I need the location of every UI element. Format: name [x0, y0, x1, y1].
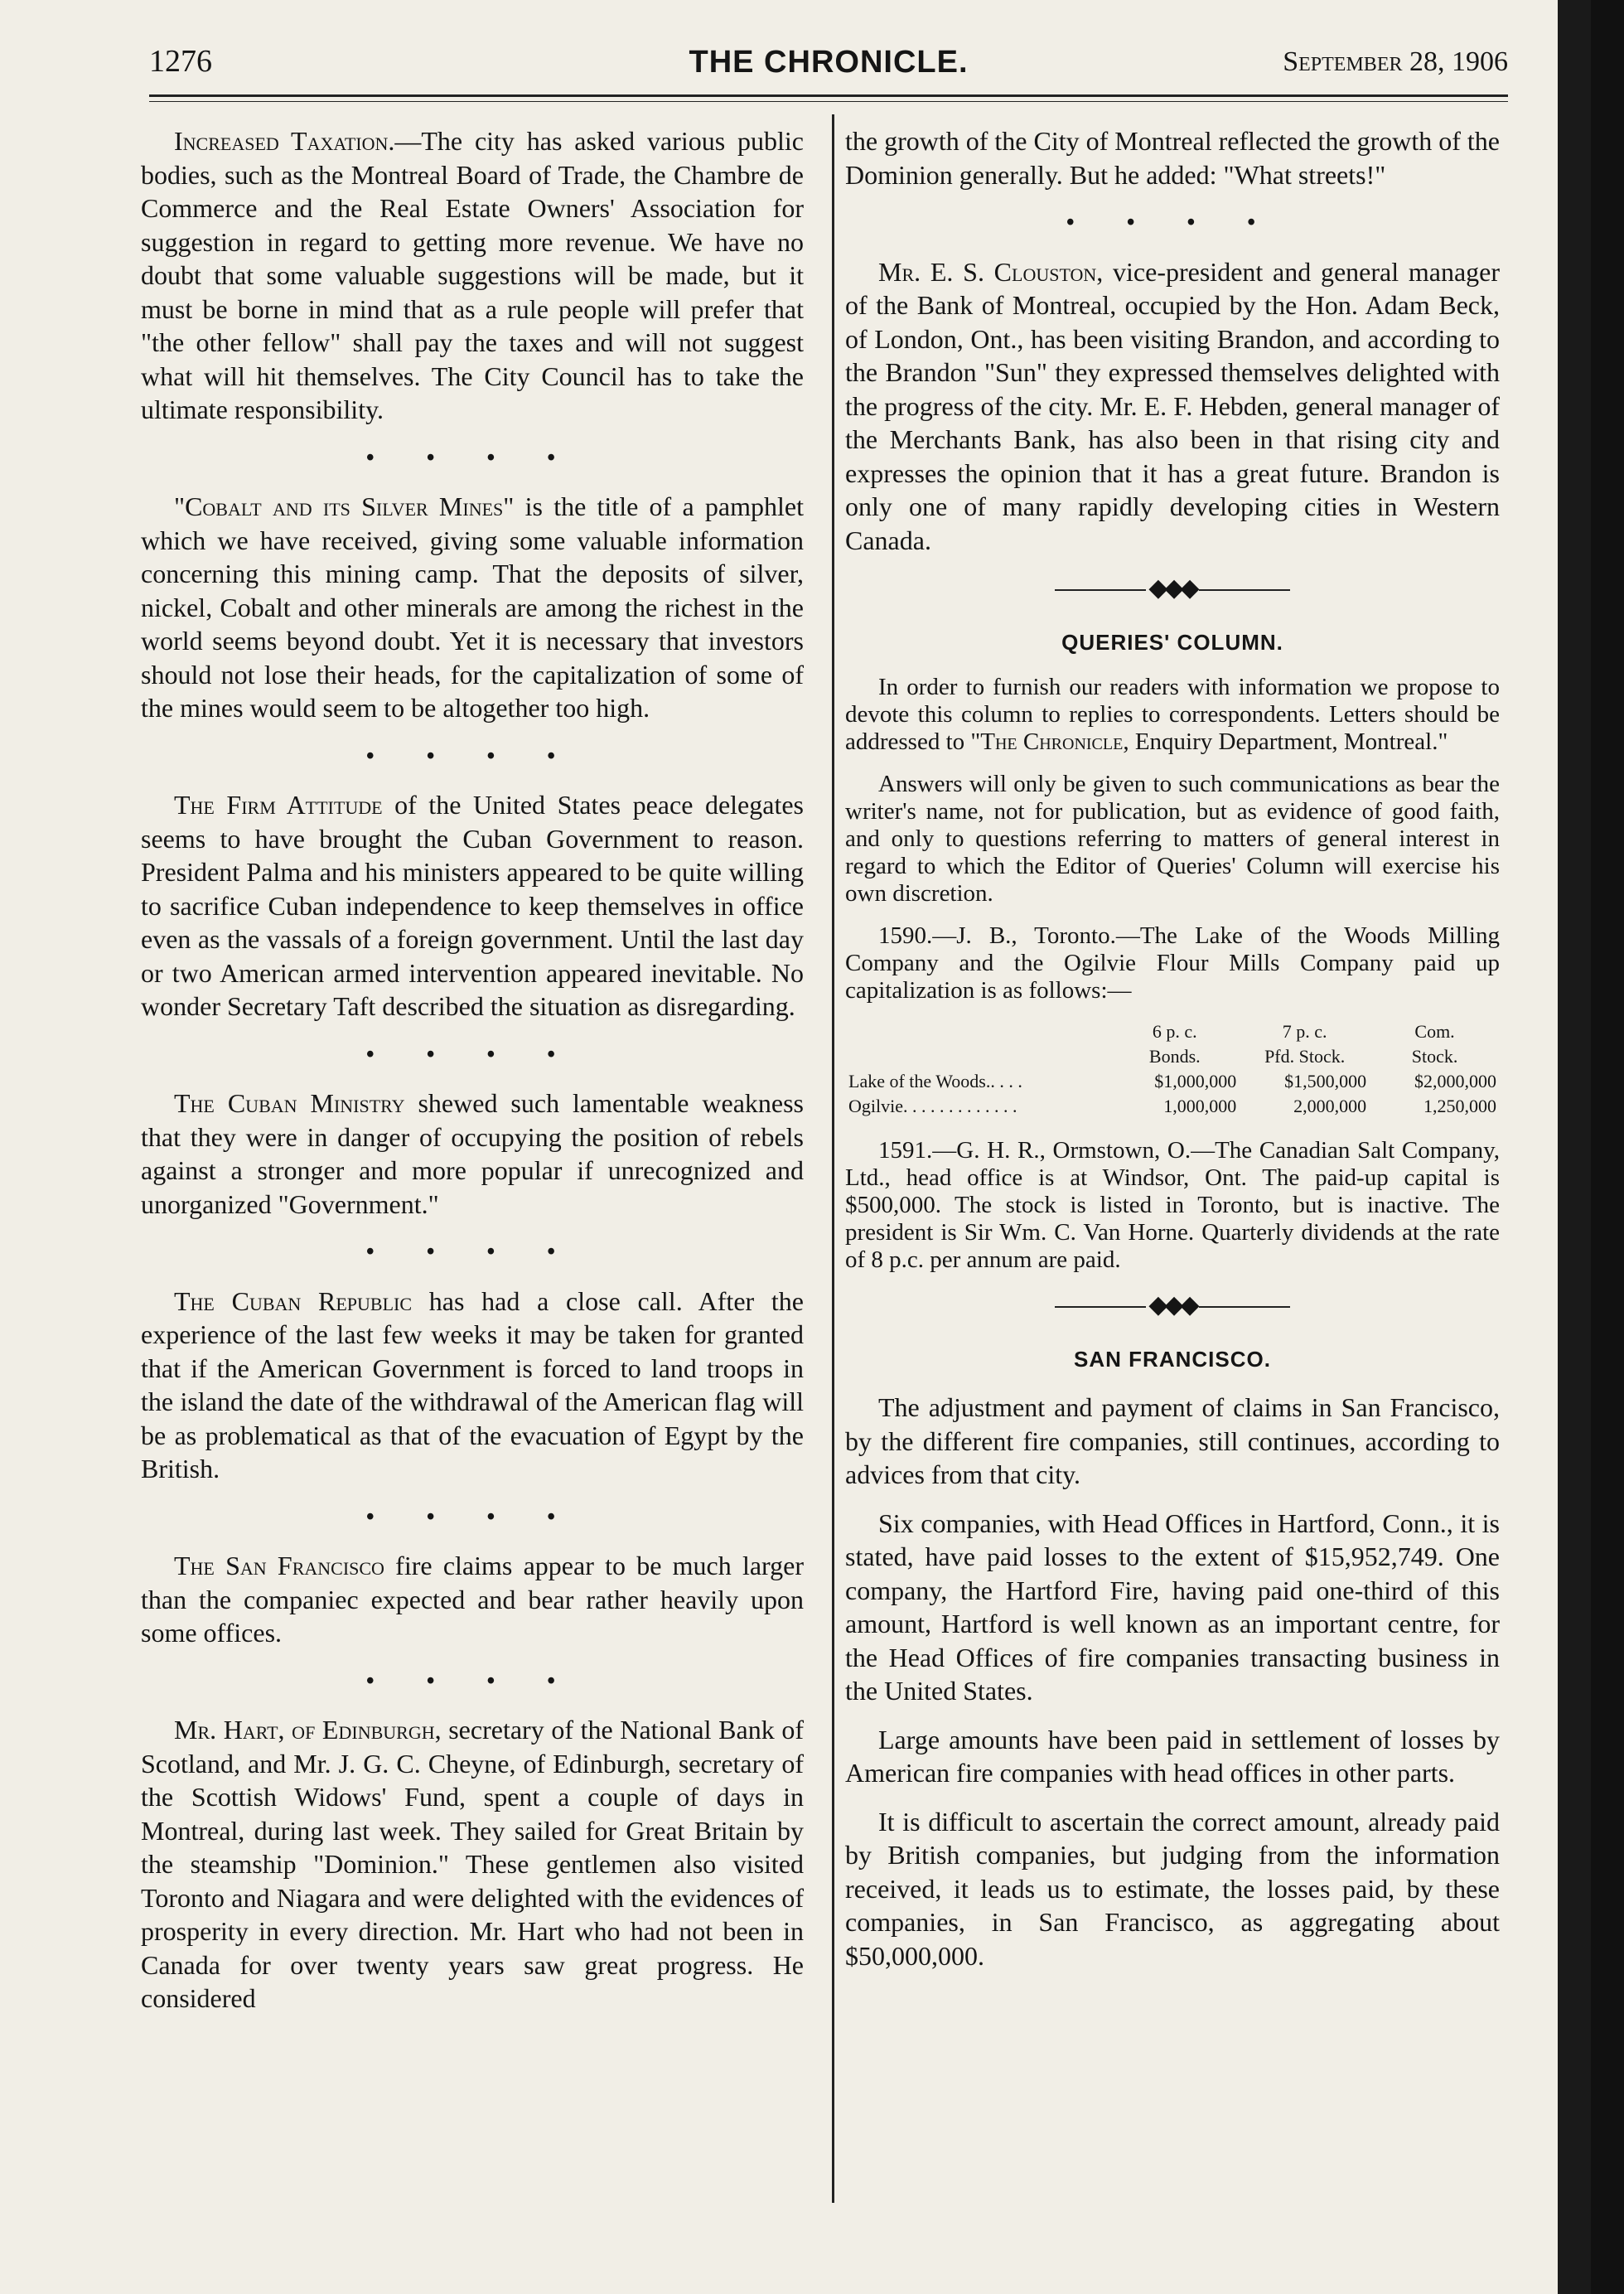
- section-ornament: ◆◆◆: [845, 572, 1500, 606]
- text-san-francisco-claims: fire claims appear to be much larger than the companiec expected and bear rather heavily upon some offices.: [141, 1551, 804, 1648]
- separator-stars: • • • •: [365, 444, 579, 471]
- text-cobalt: is the title of a pamphlet which we have received, giving some valuable information concerning this mining camp. That the deposits of silver, nickel, Cobalt and other minerals are among the richest in the world seems beyond doubt. Yet it is necessary that investors should not lose their heads, for the capitalization of some of the mines would seem to be altogether too high.: [141, 491, 805, 723]
- text-mr-hart: secretary of the National Bank of Scotland, and Mr. J. G. C. Cheyne, of Edinburgh, secretary of the Scottish Widows' Fund, spent a couple of days in Montreal, during last week. They sailed for Great Britain by the steamship "Dominion." These gentlemen also visited Toronto and Niagara and were delighted with the evidences of prosperity in every direction. Mr. Hart who had not been in Canada for over twenty years saw great progress. He considered: [141, 1715, 804, 2013]
- header-line: 6 p. c.: [1152, 1021, 1197, 1042]
- publication-title: THE CHRONICLE.: [689, 45, 969, 80]
- chronicle-name: The Chronicle: [980, 728, 1124, 755]
- article-firm-attitude: [141, 788, 804, 1024]
- row-bonds: 1,000,000: [1163, 1096, 1237, 1116]
- lead-san-francisco-claims: The San Francisco: [174, 1551, 384, 1580]
- article-increased-taxation: [141, 124, 804, 427]
- article-san-francisco-claims: [141, 1549, 804, 1650]
- row-com: 1,250,000: [1423, 1096, 1496, 1116]
- queries-column-heading: QUERIES' COLUMN.: [1061, 629, 1283, 655]
- table-row: [845, 1069, 1500, 1094]
- row-com: $2,000,000: [1414, 1071, 1496, 1091]
- right-column: [845, 124, 1500, 1987]
- row-pfd: 2,000,000: [1293, 1096, 1367, 1116]
- header-rule-bottom: [149, 101, 1508, 102]
- row-bonds: $1,000,000: [1154, 1071, 1237, 1091]
- article-clouston: [845, 255, 1500, 558]
- table-header-pfd: [1240, 1019, 1370, 1069]
- issue-date: September 28, 1906: [1283, 46, 1508, 77]
- lead-mr-hart: Mr. Hart, of Edinburgh,: [174, 1715, 442, 1745]
- queries-intro-2: Answers will only be given to such communications as bear the writer's name, not for publication, but as evidence of good faith, and only to questions referring to matters of general interest in regard to which the Editor of Queries' Column will exercise his own discretion.: [845, 771, 1500, 907]
- text-firm-attitude: of the United States peace delegates seems to have brought the Cuban Government to reason. President Palma and his ministers appeared to be quite willing to sacrifice Cuban independence to keep themselves in office even as the vassals of a foreign government. Until the last day or two American armed intervention appeared inevitable. No wonder Secretary Taft described the situation as disregarding.: [141, 790, 805, 1021]
- article-cuban-ministry: [141, 1087, 804, 1221]
- lead-increased-taxation: Increased Taxation.: [174, 126, 395, 156]
- table-row: [845, 1094, 1500, 1119]
- header-line: Pfd. Stock.: [1264, 1046, 1346, 1067]
- query-1591: 1591.—G. H. R., Ormstown, O.—The Canadian Salt Company, Ltd., head office is at Windsor, Ont. The paid-up capital is $500,000. The stock is listed in Toronto, but is inactive. The president is Sir Wm. C. Van Horne. Quarterly dividends at the rate of 8 p.c. per annum are paid.: [845, 1137, 1500, 1273]
- queries-intro-text: In order to furnish our readers with information we propose to devote this column to replies to correspondents. Letters should be addressed to ": [845, 674, 1500, 755]
- text-increased-taxation: —The city has asked various public bodies, such as the Montreal Board of Trade, the Chambre de Commerce and the Real Estate Owners' Association for suggestion in regard to getting more revenue. We have no doubt that some valuable suggestions will be made, but it must be borne in mind that as a rule people will prefer that "the other fellow" shall pay the taxes and will not suggest what will hit themselves. The City Council has to take the ultimate responsibility.: [141, 126, 805, 424]
- query-1590: 1590.—J. B., Toronto.—The Lake of the Woods Milling Company and the Ogilvie Flour Mills Company paid up capitalization is as follows:—: [845, 922, 1500, 1004]
- sf-paragraph-4: It is difficult to ascertain the correct amount, already paid by British companies, but judging from the information received, it leads us to estimate, the losses paid, by these companies, in San Francisco, as aggregating about $50,000,000.: [845, 1806, 1500, 1971]
- lead-cobalt: "Cobalt and its Silver Mines": [174, 491, 515, 521]
- queries-intro-1: [845, 674, 1500, 756]
- lead-clouston: Mr. E. S. Clouston,: [878, 256, 1104, 287]
- table-header-blank: [845, 1019, 1109, 1069]
- separator-stars: • • • •: [365, 1041, 579, 1067]
- column-divider: [832, 114, 834, 2203]
- header-line: Bonds.: [1148, 1046, 1201, 1067]
- lead-cuban-ministry: The Cuban Ministry: [174, 1088, 405, 1118]
- sf-paragraph-2: Six companies, with Head Offices in Hartford, Conn., it is stated, have paid losses to the extent of $15,952,749. One company, the Hartford Fire, having paid one-third of this amount, Hartford is well known as an important centre, for the Head Offices of fire companies transacting business in the United States.: [845, 1508, 1500, 1706]
- binding-edge: [1558, 0, 1591, 2294]
- separator-stars: • • • •: [1066, 210, 1279, 235]
- article-cuban-republic: [141, 1285, 804, 1486]
- article-mr-hart: [141, 1713, 804, 2016]
- separator-stars: • • • •: [365, 1239, 579, 1265]
- section-ornament: ◆◆◆: [845, 1289, 1500, 1323]
- lead-firm-attitude: The Firm Attitude: [174, 790, 383, 820]
- header-line: Stock.: [1411, 1046, 1458, 1067]
- sf-paragraph-3: Large amounts have been paid in settlement of losses by American fire companies with head offices in other parts.: [845, 1724, 1500, 1788]
- table-header-bonds: [1109, 1019, 1240, 1069]
- page-number: 1276: [149, 44, 212, 79]
- left-column: [141, 124, 804, 2030]
- table-header-com: [1370, 1019, 1500, 1069]
- header-line: 7 p. c.: [1282, 1021, 1327, 1042]
- article-mr-hart-continued: the growth of the City of Montreal reflected the growth of the Dominion generally. But he added: "What streets!": [845, 126, 1500, 190]
- row-pfd: $1,500,000: [1284, 1071, 1367, 1091]
- table-header-row: [845, 1019, 1500, 1069]
- san-francisco-heading: SAN FRANCISCO.: [1074, 1346, 1271, 1372]
- text-cuban-republic: has had a close call. After the experience of the last few weeks it may be taken for granted that if the American Government is forced to land troops in the island the date of the withdrawal of the American flag will be as problematical as that of the evacuation of Egypt by the British.: [141, 1285, 805, 1483]
- page-header: [149, 40, 1508, 93]
- header-line: Com.: [1414, 1021, 1455, 1042]
- lead-cuban-republic: The Cuban Republic: [174, 1285, 413, 1316]
- separator-stars: • • • •: [365, 743, 579, 769]
- sf-paragraph-1: The adjustment and payment of claims in San Francisco, by the different fire companies, still continues, according to advices from that city.: [845, 1392, 1500, 1489]
- text-cuban-ministry: shewed such lamentable weakness that they were in danger of occupying the position of rebels against a stronger and more popular if unrecognized and unorganized "Government.": [141, 1088, 805, 1219]
- row-company: Ogilvie. . . . . . . . . . . . .: [848, 1096, 1017, 1116]
- capitalization-table: [845, 1019, 1500, 1119]
- text-clouston: vice-president and general manager of the Bank of Montreal, occupied by the Hon. Adam Beck, of London, Ont., has been visiting Brandon, and according to the Brandon "Sun" they expressed themselves delighted with the progress of the city. Mr. E. F. Hebden, general manager of the Merchants Bank, has also been in that rising city and expresses the opinion that it has a great future. Brandon is only one of many rapidly developing cities in Western Canada.: [845, 256, 1500, 555]
- article-cobalt: [141, 490, 804, 725]
- row-company: Lake of the Woods.. . . .: [848, 1071, 1022, 1091]
- separator-stars: • • • •: [365, 1667, 579, 1694]
- queries-intro-text-end: , Enquiry Department, Montreal.": [1123, 728, 1448, 755]
- separator-stars: • • • •: [365, 1503, 579, 1530]
- header-rule-top: [149, 94, 1508, 97]
